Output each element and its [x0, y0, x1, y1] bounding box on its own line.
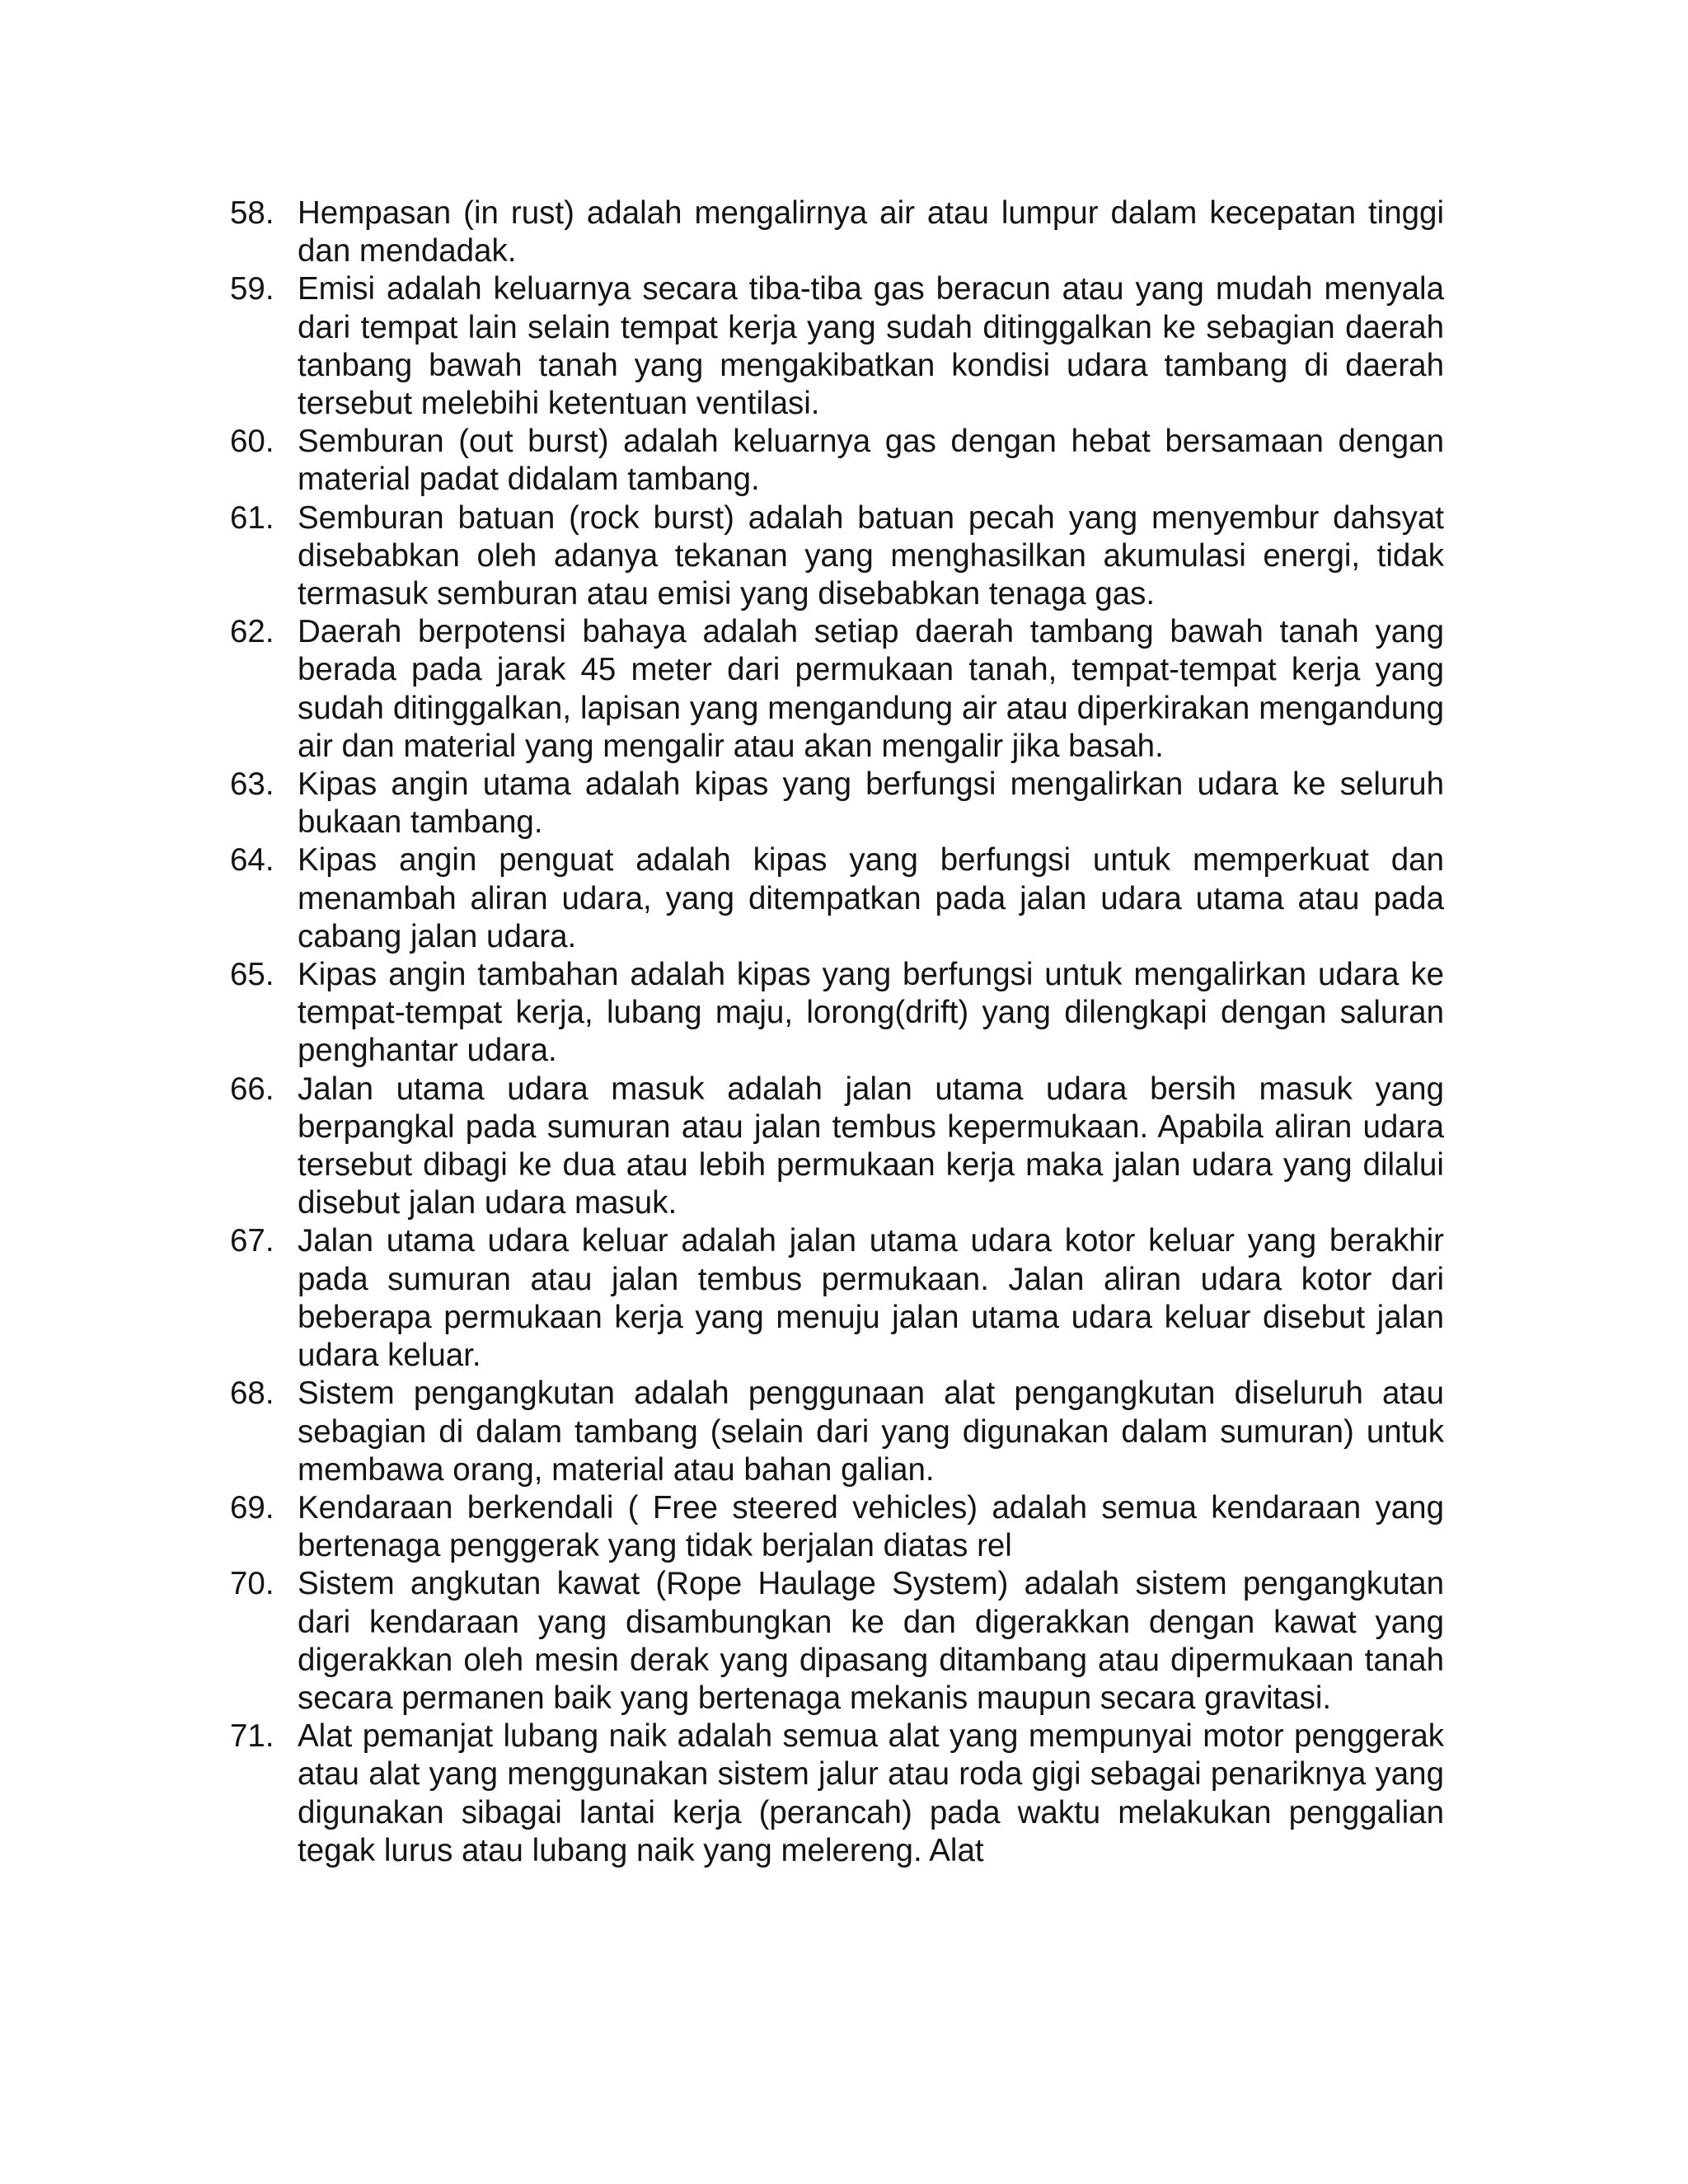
item-text: Emisi adalah keluarnya secara tiba-tiba gas beracun atau yang mudah menyala dari tempat lain selain tempat kerja yang sudah ditinggalkan ke sebagian daerah tanbang bawah tanah yang mengakibatkan kondisi udara tambang di daerah tersebut melebihi ketentuan ventilasi. — [298, 271, 1444, 422]
list-item — [230, 613, 1444, 766]
item-number: 66. — [230, 1071, 274, 1107]
list-item — [230, 1222, 1444, 1375]
item-number: 61. — [230, 499, 274, 536]
item-text: Kendaraan berkendali ( Free steered vehicles) adalah semua kendaraan yang bertenaga penggerak yang tidak berjalan diatas rel — [298, 1489, 1444, 1564]
item-number: 58. — [230, 195, 274, 231]
item-number: 65. — [230, 957, 274, 993]
item-number: 68. — [230, 1376, 274, 1412]
item-text: Sistem angkutan kawat (Rope Haulage System) adalah sistem pengangkutan dari kendaraan yang disambungkan ke dan digerakkan dengan kawat yang digerakkan oleh mesin derak yang dipasang ditambang atau dipermukaan tanah secara permanen baik yang bertenaga mekanis maupun secara gravitasi. — [298, 1566, 1444, 1716]
item-text: Semburan (out burst) adalah keluarnya gas dengan hebat bersamaan dengan material padat didalam tambang. — [298, 424, 1444, 498]
definition-list — [230, 194, 1444, 1870]
item-number: 60. — [230, 424, 274, 460]
item-number: 64. — [230, 842, 274, 879]
item-number: 63. — [230, 766, 274, 803]
item-text: Jalan utama udara masuk adalah jalan utama udara bersih masuk yang berpangkal pada sumuran atau jalan tembus kepermukaan. Apabila aliran udara tersebut dibagi ke dua atau lebih permukaan kerja maka jalan udara yang dilalui disebut jalan udara masuk. — [298, 1071, 1444, 1221]
list-item — [230, 423, 1444, 499]
item-number: 70. — [230, 1566, 274, 1602]
list-item — [230, 841, 1444, 956]
item-text: Sistem pengangkutan adalah penggunaan alat pengangkutan diseluruh atau sebagian di dalam tambang (selain dari yang digunakan dalam sumuran) untuk membawa orang, material atau bahan galian. — [298, 1376, 1444, 1488]
item-text: Daerah berpotensi bahaya adalah setiap daerah tambang bawah tanah yang berada pada jarak 45 meter dari permukaan tanah, tempat-tempat kerja yang sudah ditinggalkan, lapisan yang mengandung air atau diperkirakan mengandung air dan material yang mengalir atau akan mengalir jika basah. — [298, 614, 1444, 764]
item-number: 69. — [230, 1489, 274, 1526]
list-item — [230, 956, 1444, 1071]
list-item — [230, 766, 1444, 841]
item-number: 67. — [230, 1223, 274, 1259]
item-text: Hempasan (in rust) adalah mengalirnya air atau lumpur dalam kecepatan tinggi dan mendadak. — [298, 195, 1444, 269]
item-text: Alat pemanjat lubang naik adalah semua alat yang mempunyai motor penggerak atau alat yang menggunakan sistem jalur atau roda gigi sebagai penariknya yang digunakan sibagai lantai kerja (perancah) pada waktu melakukan penggalian tegak lurus atau lubang naik yang melereng. Alat — [298, 1718, 1444, 1868]
list-item — [230, 1489, 1444, 1565]
list-item — [230, 499, 1444, 614]
list-item — [230, 1718, 1444, 1870]
item-text: Jalan utama udara keluar adalah jalan utama udara kotor keluar yang berakhir pada sumuran atau jalan tembus permukaan. Jalan aliran udara kotor dari beberapa permukaan kerja yang menuju jalan utama udara keluar disebut jalan udara keluar. — [298, 1223, 1444, 1374]
list-item — [230, 270, 1444, 423]
list-item — [230, 1565, 1444, 1718]
item-text: Kipas angin penguat adalah kipas yang berfungsi untuk memperkuat dan menambah aliran udara, yang ditempatkan pada jalan udara utama atau pada cabang jalan udara. — [298, 842, 1444, 954]
list-item — [230, 1071, 1444, 1223]
item-text: Kipas angin tambahan adalah kipas yang berfungsi untuk mengalirkan udara ke tempat-tempat kerja, lubang maju, lorong(drift) yang dilengkapi dengan saluran penghantar udara. — [298, 957, 1444, 1069]
item-text: Semburan batuan (rock burst) adalah batuan pecah yang menyembur dahsyat disebabkan oleh adanya tekanan yang menghasilkan akumulasi energi, tidak termasuk semburan atau emisi yang disebabkan tenaga gas. — [298, 499, 1444, 612]
item-number: 71. — [230, 1718, 274, 1755]
list-item — [230, 1375, 1444, 1489]
item-number: 62. — [230, 614, 274, 650]
item-text: Kipas angin utama adalah kipas yang berfungsi mengalirkan udara ke seluruh bukaan tambang. — [298, 766, 1444, 841]
list-item — [230, 194, 1444, 270]
item-number: 59. — [230, 271, 274, 307]
